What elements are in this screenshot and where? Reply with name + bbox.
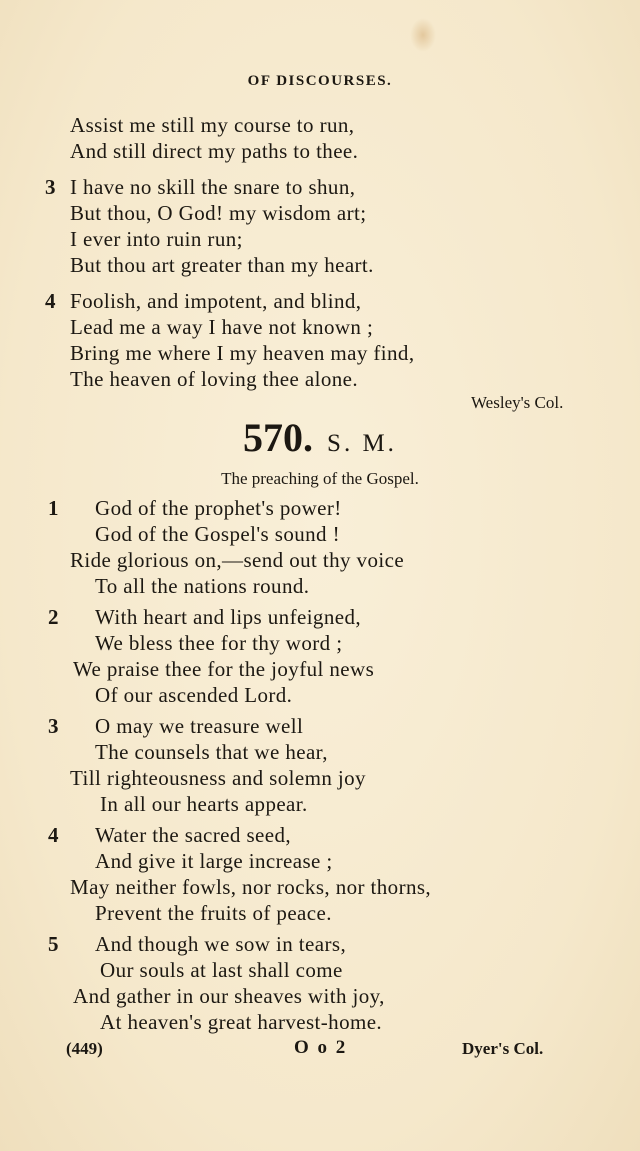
paper-stain: [410, 18, 436, 52]
verse-line: We praise thee for the joyful news: [73, 657, 375, 681]
verse-line: Ride glorious on,—send out thy voice: [70, 548, 405, 572]
verse-line: At heaven's great harvest-home.: [100, 1010, 383, 1034]
stanza-number: 3: [48, 714, 59, 738]
attribution: Wesley's Col.: [471, 393, 564, 412]
verse-line: The counsels that we hear,: [95, 740, 328, 764]
verse-line: And give it large increase ;: [95, 849, 333, 873]
verse-line: Bring me where I my heaven may find,: [70, 341, 415, 365]
verse-line: Assist me still my course to run,: [70, 113, 355, 137]
verse-line: Foolish, and impotent, and blind,: [70, 289, 362, 313]
hymn-heading: [0, 414, 640, 461]
verse-line: And still direct my paths to thee.: [70, 139, 359, 163]
verse-line: Prevent the fruits of peace.: [95, 901, 332, 925]
stanza-number: 3: [45, 175, 56, 199]
verse-line: But thou art greater than my heart.: [70, 253, 374, 277]
verse-line: I ever into ruin run;: [70, 227, 243, 251]
stanza-number: 2: [48, 605, 59, 629]
verse-line: Till righteousness and solemn joy: [70, 766, 366, 790]
verse-line: Lead me a way I have not known ;: [70, 315, 374, 339]
verse-line: To all the nations round.: [95, 574, 310, 598]
footer-attribution: Dyer's Col.: [462, 1039, 544, 1058]
verse-line: May neither fowls, nor rocks, nor thorns,: [70, 875, 432, 899]
verse-line: God of the prophet's power!: [95, 496, 342, 520]
verse-line: Of our ascended Lord.: [95, 683, 293, 707]
verse-line: In all our hearts appear.: [100, 792, 308, 816]
verse-line: God of the Gospel's sound !: [95, 522, 340, 546]
verse-line: And gather in our sheaves with joy,: [73, 984, 385, 1008]
hymn-meter: S. M.: [327, 430, 397, 457]
hymn-number: 570.: [243, 415, 314, 460]
verse-line: But thou, O God! my wisdom art;: [70, 201, 367, 225]
stanza-number: 1: [48, 496, 59, 520]
signature-mark: O o 2: [294, 1037, 348, 1058]
hymn-subtitle: The preaching of the Gospel.: [221, 469, 419, 488]
verse-line: And though we sow in tears,: [95, 932, 347, 956]
verse-line: We bless thee for thy word ;: [95, 631, 343, 655]
verse-line: Our souls at last shall come: [100, 958, 343, 982]
verse-line: I have no skill the snare to shun,: [70, 175, 356, 199]
stanza-number: 5: [48, 932, 59, 956]
verse-line: Water the sacred seed,: [95, 823, 292, 847]
stanza-number: 4: [45, 289, 56, 313]
verse-line: The heaven of loving thee alone.: [70, 367, 359, 391]
stanza-number: 4: [48, 823, 59, 847]
verse-line: With heart and lips unfeigned,: [95, 605, 361, 629]
running-head: OF DISCOURSES.: [247, 73, 393, 89]
verse-line: O may we treasure well: [95, 714, 304, 738]
page-number: (449): [66, 1039, 103, 1058]
